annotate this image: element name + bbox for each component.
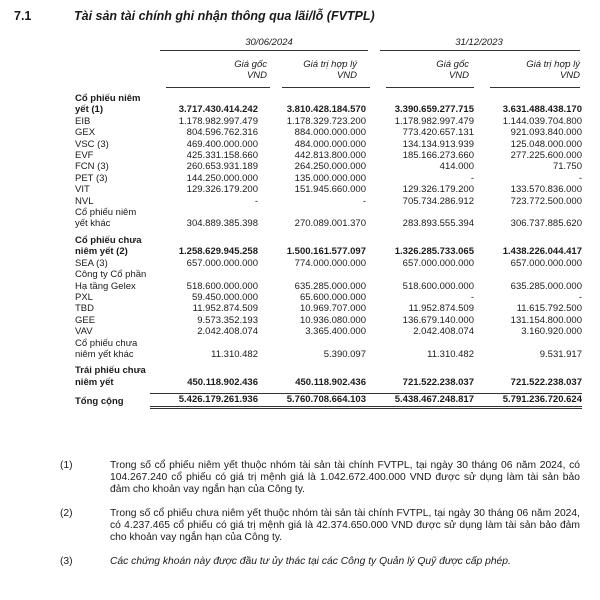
row-value: 11.310.482 bbox=[427, 348, 474, 360]
row-value: 804.596.762.316 bbox=[186, 127, 258, 139]
row-value: 721.522.238.037 bbox=[402, 376, 474, 388]
row-label: EVF bbox=[75, 150, 94, 162]
row-label: niêm yết khác bbox=[75, 348, 134, 360]
column-header-line2: VND bbox=[336, 70, 357, 81]
row-value bbox=[258, 365, 366, 376]
row-value: 1.500.161.577.097 bbox=[286, 246, 366, 258]
note-number: (1) bbox=[60, 460, 73, 471]
fvtpl-table-body bbox=[75, 93, 582, 407]
section-title: Tài sản tài chính ghi nhận thông qua lãi/lỗ (FVTPL) bbox=[74, 9, 375, 23]
row-label: FCN (3) bbox=[75, 161, 109, 173]
row-value: 270.089.001.370 bbox=[294, 218, 366, 230]
row-value: 9.531.917 bbox=[539, 348, 582, 360]
row-value: 5.390.097 bbox=[323, 348, 366, 360]
row-label: Công ty Cổ phần bbox=[75, 269, 147, 281]
row-value: - bbox=[578, 291, 582, 303]
table-row bbox=[75, 315, 582, 326]
row-value: 151.945.660.000 bbox=[294, 184, 366, 196]
row-value: 657.000.000.000 bbox=[510, 257, 582, 269]
row-value: 518.600.000.000 bbox=[402, 280, 474, 292]
row-value: 5.438.467.248.817 bbox=[366, 394, 474, 407]
table-row bbox=[75, 394, 582, 407]
row-value bbox=[474, 338, 582, 349]
note-number: (2) bbox=[60, 508, 73, 519]
notes-section bbox=[60, 460, 580, 580]
row-label: VIT bbox=[75, 184, 90, 196]
row-value: 884.000.000.000 bbox=[294, 127, 366, 139]
row-label: Trái phiếu chưa bbox=[75, 365, 146, 377]
row-label: niêm yết (2) bbox=[75, 246, 128, 258]
row-value: 134.134.913.939 bbox=[402, 138, 474, 150]
row-value: 2.042.408.074 bbox=[197, 326, 258, 338]
row-value bbox=[258, 93, 366, 104]
fvtpl-table bbox=[75, 93, 582, 409]
table-row bbox=[75, 246, 582, 257]
row-value: 657.000.000.000 bbox=[402, 257, 474, 269]
row-label: PET (3) bbox=[75, 172, 108, 184]
table-row bbox=[75, 161, 582, 172]
row-value: 9.573.352.193 bbox=[197, 314, 258, 326]
table-row bbox=[75, 338, 582, 349]
table-row bbox=[75, 281, 582, 292]
row-value: 469.400.000.000 bbox=[186, 138, 258, 150]
table-row bbox=[75, 184, 582, 195]
row-value bbox=[150, 235, 258, 246]
column-header-fairvalue-2023 bbox=[468, 59, 580, 81]
table-row bbox=[75, 235, 582, 246]
table-row bbox=[75, 104, 582, 115]
section-number: 7.1 bbox=[14, 9, 32, 23]
row-value: 71.750 bbox=[552, 161, 582, 173]
row-value bbox=[150, 365, 258, 376]
table-row bbox=[75, 303, 582, 314]
row-value: 129.326.179.200 bbox=[186, 184, 258, 196]
row-value: 3.631.488.438.170 bbox=[502, 104, 582, 116]
row-value: 721.522.238.037 bbox=[510, 376, 582, 388]
column-header-line1: Giá gốc bbox=[234, 59, 267, 70]
row-value bbox=[150, 338, 258, 349]
row-value: 306.737.885.620 bbox=[510, 218, 582, 230]
row-value bbox=[366, 93, 474, 104]
row-value: 304.889.385.398 bbox=[186, 218, 258, 230]
row-value: 131.154.800.000 bbox=[510, 314, 582, 326]
row-value: 11.615.792.500 bbox=[516, 303, 582, 315]
row-value bbox=[258, 235, 366, 246]
row-value bbox=[366, 365, 474, 376]
row-value: 723.772.500.000 bbox=[510, 195, 582, 207]
row-value: 185.166.273.660 bbox=[402, 150, 474, 162]
row-label: Hạ tầng Gelex bbox=[75, 280, 136, 292]
row-value bbox=[474, 365, 582, 376]
row-value: - bbox=[578, 172, 582, 184]
row-label: niêm yết bbox=[75, 376, 114, 388]
column-header-line1: Giá gốc bbox=[436, 59, 469, 70]
column-header-underline bbox=[490, 87, 580, 88]
row-value bbox=[474, 269, 582, 280]
column-header-underline bbox=[166, 87, 270, 88]
row-value: 10.969.707.000 bbox=[299, 303, 366, 315]
row-value: - bbox=[470, 172, 474, 184]
table-row bbox=[75, 269, 582, 280]
column-header-line1: Giá trị hợp lý bbox=[303, 59, 357, 70]
table-row bbox=[75, 258, 582, 269]
row-label: yết (1) bbox=[75, 104, 103, 116]
note-item bbox=[60, 460, 580, 496]
row-value bbox=[150, 269, 258, 280]
row-value: 414.000 bbox=[439, 161, 474, 173]
row-value: - bbox=[362, 195, 366, 207]
row-value: 1.178.329.723.200 bbox=[286, 115, 366, 127]
note-item bbox=[60, 508, 580, 544]
row-value: 1.258.629.945.258 bbox=[178, 246, 258, 258]
row-value: 125.048.000.000 bbox=[510, 138, 582, 150]
row-label: Cổ phiếu niêm bbox=[75, 93, 141, 104]
column-header-line2: VND bbox=[246, 70, 267, 81]
table-row bbox=[75, 150, 582, 161]
row-label: SEA (3) bbox=[75, 257, 108, 269]
row-value bbox=[474, 207, 582, 218]
row-value: 3.160.920.000 bbox=[521, 326, 582, 338]
column-header-line2: VND bbox=[559, 70, 580, 81]
table-row bbox=[75, 218, 582, 229]
row-value bbox=[366, 269, 474, 280]
table-row bbox=[75, 139, 582, 150]
row-value: 774.000.000.000 bbox=[294, 257, 366, 269]
row-label: Cổ phiếu chưa bbox=[75, 337, 138, 349]
row-value: 133.570.836.000 bbox=[510, 184, 582, 196]
table-row bbox=[75, 173, 582, 184]
row-value bbox=[258, 269, 366, 280]
column-header-underline bbox=[386, 87, 474, 88]
row-value: 3.365.400.000 bbox=[305, 326, 366, 338]
row-value: 657.000.000.000 bbox=[186, 257, 258, 269]
row-value: 135.000.000.000 bbox=[294, 172, 366, 184]
row-value: 59.450.000.000 bbox=[191, 291, 258, 303]
note-text: Trong số cổ phiếu niêm yết thuộc nhóm tài sản tài chính FVTPL, tại ngày 30 tháng 06 năm 2024, có 104.267.240 cổ phiếu có giá trị mệnh giá là 1.042.672.400.000 VND được sử dụng làm tài sản bảo đảm cho khoản vay ngắn hạn của Công ty. bbox=[110, 460, 580, 495]
row-value: 264.250.000.000 bbox=[294, 161, 366, 173]
row-label: PXL bbox=[75, 291, 93, 303]
row-value: 705.734.286.912 bbox=[402, 195, 474, 207]
row-value: 10.936.080.000 bbox=[299, 314, 366, 326]
column-header-underline bbox=[282, 87, 370, 88]
row-value: 450.118.902.436 bbox=[295, 376, 366, 388]
note-item bbox=[60, 556, 580, 568]
row-label: GEX bbox=[75, 127, 96, 139]
row-value: 5.760.708.664.103 bbox=[258, 394, 366, 407]
row-value: 2.042.408.074 bbox=[413, 326, 474, 338]
row-label: VSC (3) bbox=[75, 138, 109, 150]
table-row bbox=[75, 93, 582, 104]
row-value: 129.326.179.200 bbox=[402, 184, 474, 196]
row-label: yết khác bbox=[75, 218, 111, 230]
column-header-fairvalue-2024 bbox=[245, 59, 357, 81]
table-row bbox=[75, 116, 582, 127]
row-value: 635.285.000.000 bbox=[510, 280, 582, 292]
row-label: GEE bbox=[75, 314, 96, 326]
row-value bbox=[150, 207, 258, 218]
row-value: 283.893.555.394 bbox=[402, 218, 474, 230]
row-value: 450.118.902.436 bbox=[187, 376, 258, 388]
row-value: 136.679.140.000 bbox=[402, 314, 474, 326]
row-value bbox=[150, 93, 258, 104]
column-header-cost-2023 bbox=[357, 59, 469, 81]
period-header-1: 30/06/2024 bbox=[245, 37, 293, 48]
table-row bbox=[75, 377, 582, 388]
row-value: 260.653.931.189 bbox=[186, 161, 258, 173]
row-value bbox=[474, 235, 582, 246]
row-value: 442.813.800.000 bbox=[294, 150, 366, 162]
period-header-2: 31/12/2023 bbox=[455, 37, 503, 48]
row-value: 3.717.430.414.242 bbox=[178, 104, 258, 116]
row-value: 65.600.000.000 bbox=[299, 291, 366, 303]
note-text: Trong số cổ phiếu chưa niêm yết thuộc nhóm tài sản tài chính FVTPL, tại ngày 30 tháng 06 năm 2024, có 4.237.465 cổ phiếu có giá trị mệnh giá là 42.374.650.000 VND được sử dụng làm tài sản bảo đảm cho khoản vay ngắn hạn của Công ty. bbox=[110, 508, 580, 543]
row-value: 1.326.285.733.065 bbox=[394, 246, 474, 258]
row-value: 1.178.982.997.479 bbox=[394, 115, 474, 127]
row-value: 635.285.000.000 bbox=[294, 280, 366, 292]
row-value bbox=[366, 235, 474, 246]
row-value bbox=[258, 338, 366, 349]
table-row bbox=[75, 127, 582, 138]
row-label: NVL bbox=[75, 195, 94, 207]
row-value: 11.952.874.509 bbox=[192, 303, 258, 315]
row-label: EIB bbox=[75, 115, 91, 127]
row-value: 5.791.236.720.624 bbox=[474, 394, 582, 407]
row-value: 773.420.657.131 bbox=[402, 127, 474, 139]
table-row bbox=[75, 292, 582, 303]
row-value bbox=[366, 207, 474, 218]
period-divider-1 bbox=[160, 50, 368, 51]
table-row bbox=[75, 207, 582, 218]
row-value: 921.093.840.000 bbox=[510, 127, 582, 139]
row-label: Cổ phiếu chưa bbox=[75, 234, 142, 246]
row-value bbox=[258, 207, 366, 218]
table-row bbox=[75, 326, 582, 337]
row-value: 1.178.982.997.479 bbox=[178, 115, 258, 127]
row-value: 11.952.874.509 bbox=[408, 303, 474, 315]
row-value: 3.390.659.277.715 bbox=[394, 104, 474, 116]
row-value: 425.331.158.660 bbox=[186, 150, 258, 162]
row-value bbox=[366, 338, 474, 349]
row-value: 1.144.039.704.800 bbox=[502, 115, 582, 127]
column-header-line1: Giá trị hợp lý bbox=[526, 59, 580, 70]
row-label: Tổng cộng bbox=[75, 395, 124, 407]
period-divider-2 bbox=[380, 50, 580, 51]
row-value: 144.250.000.000 bbox=[186, 172, 258, 184]
row-label: VAV bbox=[75, 326, 93, 338]
row-value: - bbox=[470, 291, 474, 303]
row-value: 3.810.428.184.570 bbox=[286, 104, 366, 116]
row-value: - bbox=[254, 195, 258, 207]
note-number: (3) bbox=[60, 556, 73, 567]
row-label: Cổ phiếu niêm bbox=[75, 207, 137, 219]
row-label: TBD bbox=[75, 303, 94, 315]
table-row bbox=[75, 349, 582, 360]
row-value: 1.438.226.044.417 bbox=[502, 246, 582, 258]
table-row bbox=[75, 365, 582, 376]
row-value: 5.426.179.261.936 bbox=[150, 394, 258, 407]
row-value: 277.225.600.000 bbox=[510, 150, 582, 162]
row-value: 11.310.482 bbox=[211, 348, 258, 360]
table-row bbox=[75, 196, 582, 207]
row-value: 518.600.000.000 bbox=[186, 280, 258, 292]
row-value: 484.000.000.000 bbox=[294, 138, 366, 150]
note-text: Các chứng khoán này được đầu tư ủy thác tại các Công ty Quản lý Quỹ được cấp phép. bbox=[110, 556, 511, 567]
row-value bbox=[474, 93, 582, 104]
column-header-line2: VND bbox=[448, 70, 469, 81]
